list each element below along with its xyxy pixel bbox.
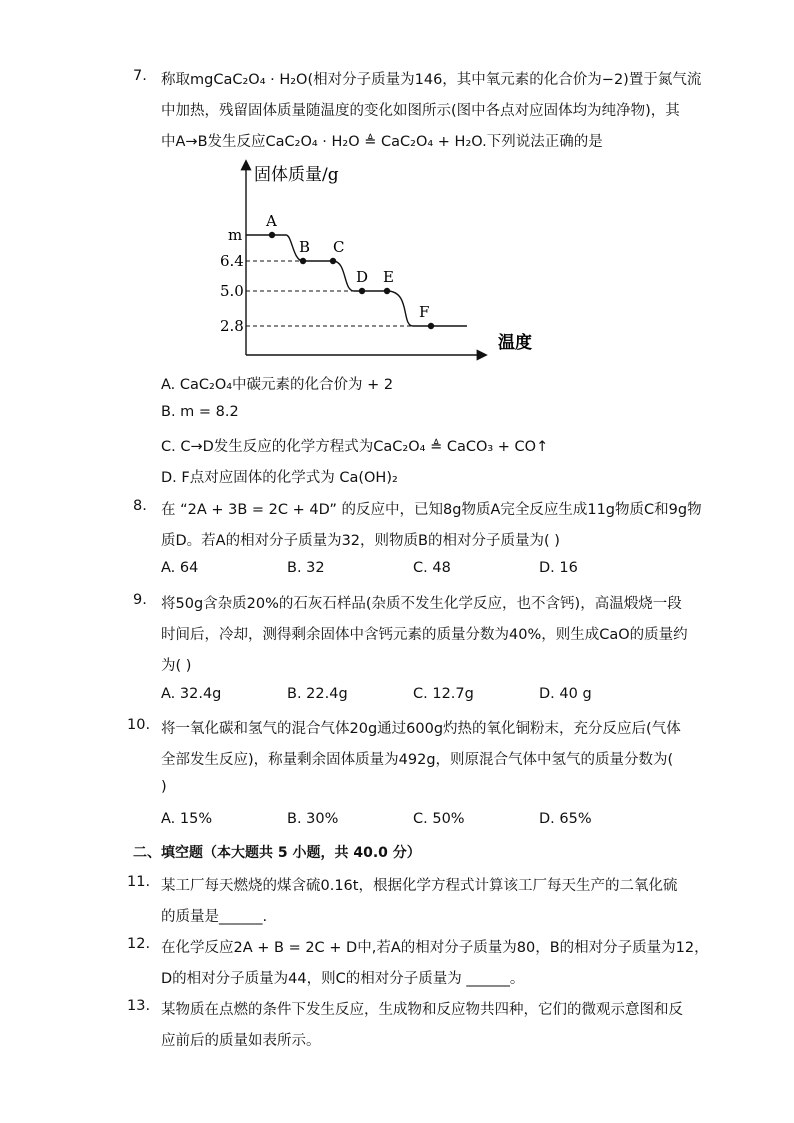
y-tick-label: 2.8 bbox=[220, 317, 244, 335]
y-tick-label: 5.0 bbox=[220, 282, 244, 300]
option-d[interactable]: D. 65% bbox=[539, 811, 592, 827]
question-number: 10. bbox=[127, 717, 151, 733]
question-text-line: 中加热，残留固体质量随温度的变化如图所示(图中各点对应固体均为纯净物)，其 bbox=[161, 103, 680, 119]
option-a[interactable]: A. CaC₂O₄中碳元素的化合价为 + 2 bbox=[161, 377, 394, 393]
question-text-line: 称取mgCaC₂O₄ · H₂O(相对分子质量为146，其中氧元素的化合价为−2)置于氮气流 bbox=[161, 72, 702, 88]
question-text-line: 在 “2A + 3B = 2C + 4D” 的反应中，已知8g物质A完全反应生成11g物质C和9g物 bbox=[161, 502, 702, 518]
question-number: 9. bbox=[133, 592, 147, 608]
question-text-line: D的相对分子质量为44，则C的相对分子质量为 ______。 bbox=[161, 971, 525, 987]
y-tick-label: m bbox=[228, 226, 243, 244]
question-text-line: 全部发生反应)，称量剩余固体质量为492g，则原混合气体中氢气的质量分数为( bbox=[161, 752, 674, 768]
option-d[interactable]: D. F点对应固体的化学式为 Ca(OH)₂ bbox=[161, 470, 398, 486]
question-number: 8. bbox=[133, 498, 147, 514]
question-text-line: 应前后的质量如表所示。 bbox=[161, 1033, 321, 1049]
question-number: 11. bbox=[127, 874, 151, 890]
question-number: 12. bbox=[127, 936, 151, 952]
option-b[interactable]: B. 30% bbox=[287, 811, 339, 827]
option-a[interactable]: A. 32.4g bbox=[161, 686, 222, 702]
question-text-line: 将一氧化碳和氢气的混合气体20g通过600g灼热的氧化铜粉末，充分反应后(气体 bbox=[161, 721, 681, 737]
option-a[interactable]: A. 64 bbox=[161, 560, 199, 576]
question-number: 7. bbox=[133, 68, 147, 84]
question-text-line: 中A→B发生反应CaC₂O₄ · H₂O ≜ CaC₂O₄ + H₂O.下列说法正确的是 bbox=[161, 134, 603, 150]
option-c[interactable]: C. 48 bbox=[413, 560, 451, 576]
data-point-c bbox=[330, 258, 336, 264]
option-c[interactable]: C. 12.7g bbox=[413, 686, 474, 702]
question-text-line: ) bbox=[161, 779, 167, 795]
option-b[interactable]: B. m = 8.2 bbox=[161, 404, 239, 420]
y-tick-label: 6.4 bbox=[220, 252, 244, 270]
option-a[interactable]: A. 15% bbox=[161, 811, 213, 827]
question-text-line: 某物质在点燃的条件下发生反应，生成物和反应物共四种，它们的微观示意图和反 bbox=[161, 1002, 683, 1018]
question-text-line: 时间后，冷却，测得剩余固体中含钙元素的质量分数为40%，则生成CaO的质量约 bbox=[161, 627, 688, 643]
option-d[interactable]: D. 40 g bbox=[539, 686, 592, 702]
point-label-c: C bbox=[333, 238, 345, 256]
point-label-d: D bbox=[356, 268, 369, 286]
question-text-line: 质D。若A的相对分子质量为32，则物质B的相对分子质量为( ) bbox=[161, 533, 560, 549]
question-text-line: 某工厂每天燃烧的煤含硫0.16t，根据化学方程式计算该工厂每天生产的二氧化硫 bbox=[161, 878, 678, 894]
point-label-e: E bbox=[383, 268, 394, 286]
point-label-f: F bbox=[419, 303, 430, 321]
point-label-b: B bbox=[299, 238, 311, 256]
data-point-a bbox=[269, 232, 275, 238]
data-point-d bbox=[359, 288, 365, 294]
section-heading: 二、填空题（本大题共 5 小题，共 40.0 分） bbox=[133, 845, 421, 861]
question-text-line: 在化学反应2A + B = 2C + D中,若A的相对分子质量为80，B的相对分子质量为12， bbox=[161, 940, 709, 956]
y-axis-label: 固体质量/g bbox=[254, 165, 339, 185]
question-number: 13. bbox=[127, 998, 151, 1014]
data-point-b bbox=[300, 258, 306, 264]
x-axis-label: 温度 bbox=[498, 333, 532, 353]
point-label-a: A bbox=[266, 212, 277, 230]
option-c[interactable]: C. C→D发生反应的化学方程式为CaC₂O₄ ≜ CaCO₃ + CO↑ bbox=[161, 439, 549, 455]
option-d[interactable]: D. 16 bbox=[539, 560, 578, 576]
data-point-f bbox=[428, 323, 434, 329]
option-c[interactable]: C. 50% bbox=[413, 811, 465, 827]
option-b[interactable]: B. 22.4g bbox=[287, 686, 348, 702]
question-text-line: 将50g含杂质20%的石灰石样品(杂质不发生化学反应，也不含钙)，高温煅烧一段 bbox=[161, 596, 682, 612]
option-b[interactable]: B. 32 bbox=[287, 560, 325, 576]
data-point-e bbox=[384, 288, 390, 294]
question-text-line: 为( ) bbox=[161, 658, 192, 674]
question-text-line: 的质量是______. bbox=[161, 909, 268, 925]
mass-temperature-chart bbox=[200, 150, 560, 365]
